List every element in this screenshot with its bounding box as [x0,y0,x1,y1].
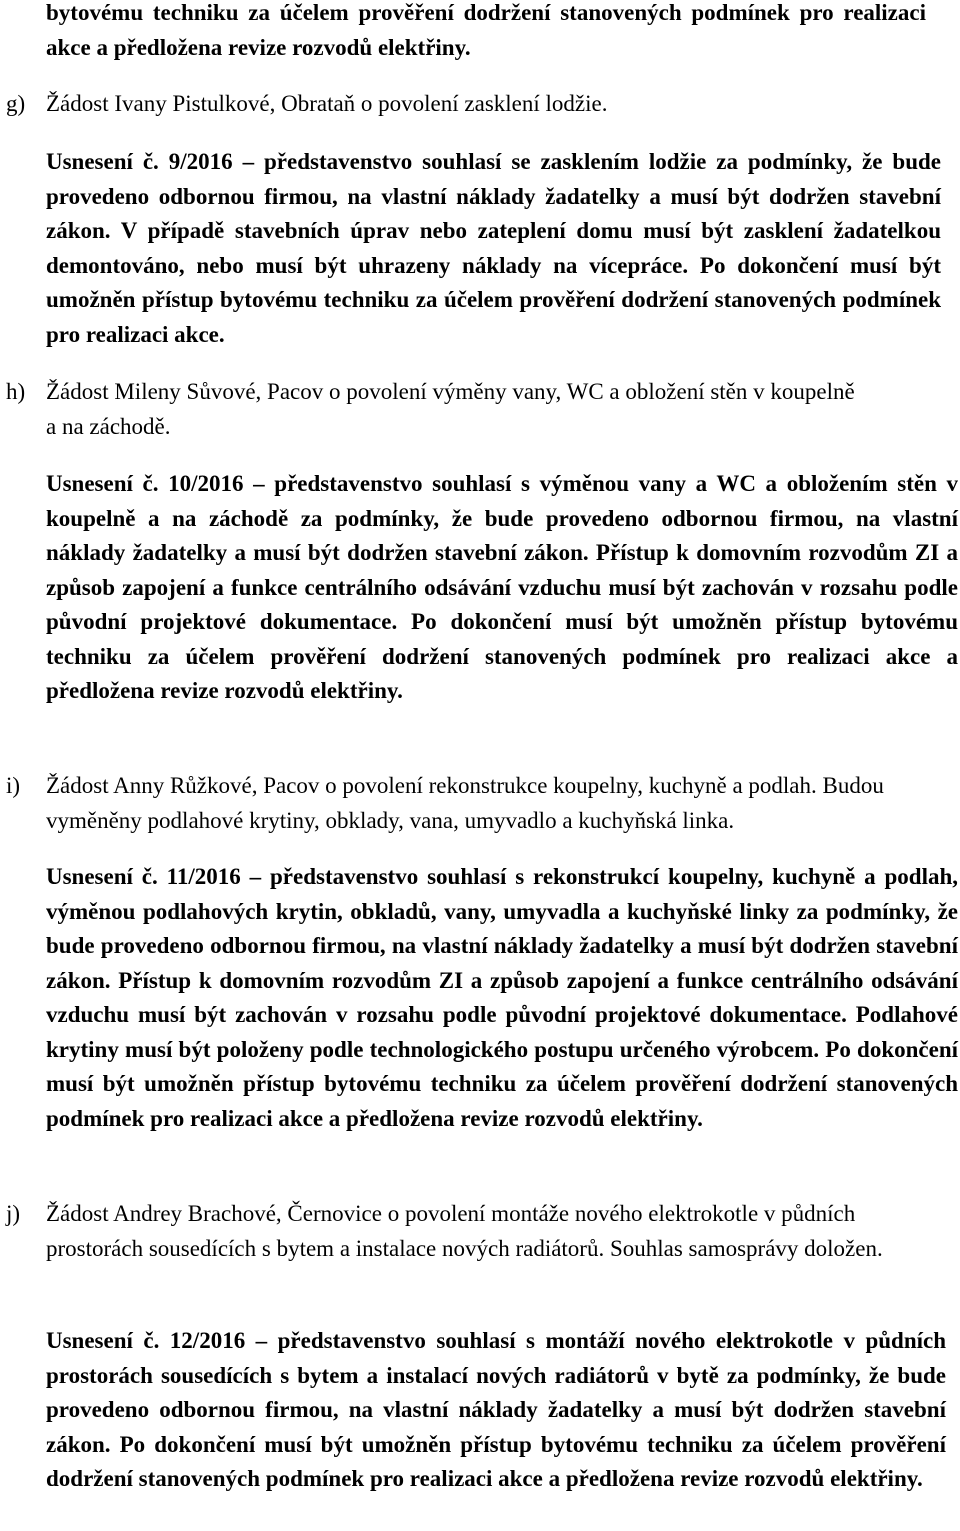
item-letter: g) [6,91,26,116]
resolution-paragraph: Usnesení č. 11/2016 – představenstvo souhlasí s rekonstrukcí koupelny, kuchyně a podlah, výměnou podlahových krytin, obkladů, vany, umyvadla a kuchyňské linky za podmínky, že bude provedeno odbornou firmou, na vlastní náklady žadatelky a musí být dodržen stavební zákon. Přístup k domovním rozvodům ZI a způsob zapojení a funkce centrálního odsávání vzduchu musí být zachován v rozsahu podle původní projektové dokumentace. Podlahové krytiny musí být položeny podle technologického postupu určeného výrobcem. Po dokončení musí být umožněn přístup bytovému techniku za účelem prověření dodržení stanovených podmínek pro realizaci akce a předložena revize rozvodů elektřiny. [46,864,958,1131]
item-request: Žádost Mileny Sůvové, Pacov o povolení výměny vany, WC a obložení stěn v koupelně a na záchodě. [46,379,855,439]
item-letter: h) [6,379,26,404]
resolution-paragraph: Usnesení č. 10/2016 – představenstvo souhlasí s výměnou vany a WC a obložením stěn v koupelně a na záchodě za podmínky, že bude provedeno odbornou firmou, na vlastní náklady žadatelky a musí být dodržen stavební zákon. Přístup k domovním rozvodům ZI a způsob zapojení a funkce centrálního odsávání vzduchu musí být zachován v rozsahu podle původní projektové dokumentace. Po dokončení musí být umožněn přístup bytovému techniku za účelem prověření dodržení stanovených podmínek pro realizaci akce a předložena revize rozvodů elektřiny. [46,471,958,703]
item-request: Žádost Anny Růžkové, Pacov o povolení rekonstrukce koupelny, kuchyně a podlah. Budou vyměněny podlahové krytiny, obklady, vana, umyvadlo a kuchyňská linka. [46,773,884,833]
item-request: Žádost Andrey Brachové, Černovice o povolení montáže nového elektrokotle v půdních prostorách sousedících s bytem a instalace nových radiátorů. Souhlas samosprávy doložen. [46,1201,883,1261]
resolution-paragraph: Usnesení č. 12/2016 – představenstvo souhlasí s montáží nového elektrokotle v půdních prostorách sousedících s bytem a instalací nových radiátorů v bytě za podmínky, že bude provedeno odbornou firmou, na vlastní náklady žadatelky a musí být dodržen stavební zákon. Po dokončení musí být umožněn přístup bytovému techniku za účelem prověření dodržení stanovených podmínek pro realizaci akce a předložena revize rozvodů elektřiny. [46,1328,946,1491]
item-letter: j) [6,1201,21,1226]
item-letter: i) [6,773,21,798]
intro-paragraph: bytovému techniku za účelem prověření dodržení stanovených podmínek pro realizaci akce a předložena revize rozvodů elektřiny. [46,0,926,60]
resolution-paragraph: Usnesení č. 9/2016 – představenstvo souhlasí se zasklením lodžie za podmínky, že bude provedeno odbornou firmou, na vlastní náklady žadatelky a musí být dodržen stavební zákon. V případě stavebních úprav nebo zateplení domu musí být zasklení žadatelkou demontováno, nebo musí být uhrazeny náklady na vícepráce. Po dokončení musí být umožněn přístup bytovému techniku za účelem prověření dodržení stanovených podmínek pro realizaci akce. [46,149,941,347]
item-request: Žádost Ivany Pistulkové, Obrataň o povolení zasklení lodžie. [46,91,608,116]
